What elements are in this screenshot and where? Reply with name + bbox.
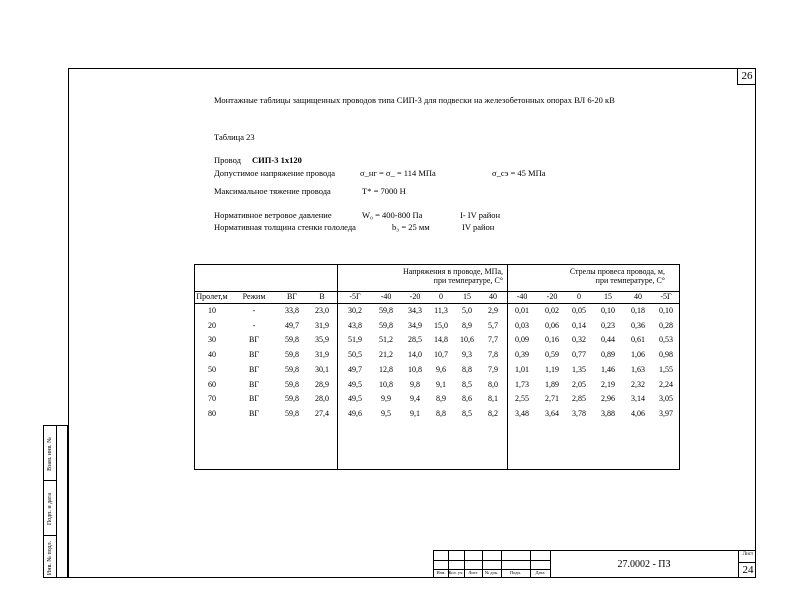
table-cell: 10,6	[460, 335, 474, 345]
table-cell: 8,1	[488, 394, 498, 404]
column-header: -5Г	[660, 292, 672, 301]
sidebar-label-replace-inv: Взам. инв. №	[47, 436, 53, 471]
table-cell: 1,19	[545, 364, 559, 374]
top-page-number: 26	[737, 68, 756, 85]
table-cell: 0,39	[515, 350, 529, 360]
table-cell: -	[252, 306, 256, 315]
table-cell: 30,2	[348, 306, 362, 315]
table-cell: 27,4	[315, 408, 329, 418]
stress-group-header: Напряжения в проводе, МПа, при температуре, С°	[402, 267, 503, 285]
column-header: Пролет,м	[196, 292, 228, 301]
table-cell: 59,8	[285, 379, 299, 389]
table-cell: 8,5	[462, 408, 472, 418]
table-cell: 2,05	[572, 379, 586, 389]
sidebar-label-inv-original: Инв. № подл.	[47, 540, 53, 575]
table-cell: 7,9	[488, 364, 498, 374]
table-cell: 28,9	[315, 379, 329, 389]
table-cell: 10,8	[379, 379, 393, 389]
table-cell: 2,24	[659, 379, 673, 389]
table-cell: 14,8	[434, 335, 448, 345]
table-cell: 14,0	[408, 350, 422, 360]
table-cell: 7,8	[488, 350, 498, 360]
table-cell: 59,8	[285, 335, 299, 345]
allowable-stress-formula-1: σ_нг = σ_ = 114 МПа	[360, 168, 436, 178]
column-header: В	[319, 292, 325, 301]
stamp-header: Кол. уч.	[448, 570, 464, 575]
table-cell: 2,85	[572, 394, 586, 404]
table-cell: 49,7	[285, 320, 299, 330]
table-cell: 30,1	[315, 364, 329, 374]
column-header: ВГ	[287, 292, 297, 301]
table-cell: 1,01	[515, 364, 529, 374]
table-cell: 0,28	[659, 320, 673, 330]
table-cell: 60	[208, 379, 216, 389]
table-cell: 2,19	[601, 379, 615, 389]
table-cell: 10,8	[408, 364, 422, 374]
table-cell: 1,46	[601, 364, 615, 374]
table-cell: 0,18	[631, 306, 645, 315]
table-cell: 59,8	[285, 394, 299, 404]
table-cell: 0,59	[545, 350, 559, 360]
table-cell: 2,9	[488, 306, 498, 315]
table-cell: 3,64	[545, 408, 559, 418]
table-cell: 33,8	[285, 306, 299, 315]
wire-value: СИП-3 1х120	[252, 155, 302, 165]
table-cell: 51,2	[379, 335, 393, 345]
table-cell: 2,96	[601, 394, 615, 404]
table-cell: 3,48	[515, 408, 529, 418]
table-cell: 0,16	[545, 335, 559, 345]
table-cell: 31,9	[315, 320, 329, 330]
table-cell: 59,8	[285, 350, 299, 360]
max-tension-label: Максимальное тяжение провода	[214, 186, 331, 196]
table-cell: 28,5	[408, 335, 422, 345]
sheet-number: 24	[742, 564, 754, 576]
table-cell: 0,44	[601, 335, 615, 345]
table-cell: 1,06	[631, 350, 645, 360]
table-cell: ВГ	[249, 408, 259, 418]
column-header: 15	[604, 292, 612, 301]
table-cell: 5,7	[488, 320, 498, 330]
table-cell: 10,7	[434, 350, 448, 360]
table-cell: 49,5	[348, 394, 362, 404]
table-cell: 51,9	[348, 335, 362, 345]
column-header: 40	[489, 292, 497, 301]
sag-group-header: Стрелы провеса провода, м, при температуре, С°	[569, 267, 665, 285]
table-cell: 12,8	[379, 364, 393, 374]
wind-pressure-label: Нормативное ветровое давление	[214, 210, 332, 220]
table-cell: ВГ	[249, 335, 259, 345]
ice-thickness-label: Нормативная толщина стенки гололеда	[214, 222, 356, 232]
table-cell: 28,0	[315, 394, 329, 404]
table-cell: 3,05	[659, 394, 673, 404]
table-cell: 8,8	[436, 408, 446, 418]
table-cell: 9,8	[410, 379, 420, 389]
table-cell: 8,2	[488, 408, 498, 418]
title-block	[433, 550, 756, 578]
table-cell: 0,61	[631, 335, 645, 345]
column-header: -20	[409, 292, 421, 301]
table-cell: 2,71	[545, 394, 559, 404]
table-cell: 35,9	[315, 335, 329, 345]
table-cell: 0,32	[572, 335, 586, 345]
table-cell: 0,02	[545, 306, 559, 315]
table-cell: 49,6	[348, 408, 362, 418]
stamp-header: Подп.	[509, 570, 522, 575]
allowable-stress-label: Допустимое напряжение провода	[214, 168, 336, 178]
table-cell: 3,97	[659, 408, 673, 418]
table-cell: 1,63	[631, 364, 645, 374]
document-title: Монтажные таблицы защищенных проводов типа СИП-3 для подвески на железобетонных опорах ВЛ 6-20 кВ	[214, 95, 615, 105]
column-header: Режим	[242, 292, 266, 301]
table-cell: 59,8	[285, 408, 299, 418]
table-cell: 1,89	[545, 379, 559, 389]
stamp-header: Лист	[468, 570, 478, 575]
table-cell: 8,0	[488, 379, 498, 389]
column-header: 0	[439, 292, 443, 301]
table-cell: 0,53	[659, 335, 673, 345]
table-cell: ВГ	[249, 394, 259, 404]
table-cell: 0,10	[601, 306, 615, 315]
table-cell: 11,3	[434, 306, 448, 315]
ice-thickness-region: IV район	[462, 222, 495, 232]
table-cell: 1,55	[659, 364, 673, 374]
table-cell: -	[252, 320, 256, 330]
table-cell: 43,8	[348, 320, 362, 330]
table-cell: 9,5	[381, 408, 391, 418]
table-cell: 59,8	[379, 320, 393, 330]
table-cell: 0,89	[601, 350, 615, 360]
table-cell: 10	[208, 306, 216, 315]
table-cell: 7,7	[488, 335, 498, 345]
table-cell: 2,55	[515, 394, 529, 404]
table-label: Таблица 23	[214, 132, 255, 142]
stamp-header: Дата	[535, 570, 545, 575]
column-header: -20	[546, 292, 558, 301]
table-cell: 1,73	[515, 379, 529, 389]
table-cell: 49,5	[348, 379, 362, 389]
table-cell: 0,36	[631, 320, 645, 330]
table-cell: 0,09	[515, 335, 529, 345]
table-cell: 80	[208, 408, 216, 418]
table-cell: 0,98	[659, 350, 673, 360]
table-cell: 59,8	[379, 306, 393, 315]
table-cell: 0,23	[601, 320, 615, 330]
table-cell: 8,9	[462, 320, 472, 330]
max-tension-value: Т* = 7000 Н	[362, 186, 406, 196]
table-cell: 31,9	[315, 350, 329, 360]
table-cell: 20	[208, 320, 216, 330]
table-cell: 2,32	[631, 379, 645, 389]
table-cell: 0,77	[572, 350, 586, 360]
table-cell: 3,88	[601, 408, 615, 418]
table-cell: 21,2	[379, 350, 393, 360]
sheet-label: Лист	[742, 552, 754, 557]
table-cell: 9,6	[436, 364, 446, 374]
table-cell: 8,9	[436, 394, 446, 404]
wind-pressure-value: W₀ = 400-800 Па	[362, 210, 423, 220]
table-cell: 0,03	[515, 320, 529, 330]
column-header: -5Г	[349, 292, 361, 301]
table-cell: 5,0	[462, 306, 472, 315]
sidebar-stamp	[43, 425, 68, 578]
table-cell: 15,0	[434, 320, 448, 330]
table-cell: 49,7	[348, 364, 362, 374]
wind-pressure-region: I- IV район	[460, 210, 501, 220]
stamp-header: № док.	[484, 570, 499, 575]
table-cell: 9,3	[462, 350, 472, 360]
table-cell: 4,06	[631, 408, 645, 418]
table-cell: 9,1	[436, 379, 446, 389]
table-cell: 0,14	[572, 320, 586, 330]
table-cell: 40	[208, 350, 216, 360]
column-header: 15	[463, 292, 471, 301]
ice-thickness-value: b₃ = 25 мм	[392, 222, 430, 232]
table-cell: 8,6	[462, 394, 472, 404]
table-cell: 0,01	[515, 306, 529, 315]
table-cell: 70	[208, 394, 216, 404]
table-cell: 0,05	[572, 306, 586, 315]
table-cell: 0,10	[659, 306, 673, 315]
table-cell: 23,0	[315, 306, 329, 315]
document-code: 27.0002 - ПЗ	[617, 559, 671, 570]
column-header: -40	[516, 292, 528, 301]
table-cell: 3,78	[572, 408, 586, 418]
table-cell: 34,9	[408, 320, 422, 330]
table-cell: 1,35	[572, 364, 586, 374]
wire-label: Провод	[214, 155, 241, 165]
table-cell: 0,06	[545, 320, 559, 330]
table-cell: 30	[208, 335, 216, 345]
table-cell: 8,8	[462, 364, 472, 374]
sidebar-label-sign-date: Подп. и дата	[47, 492, 53, 525]
table-cell: 59,8	[285, 364, 299, 374]
table-cell: ВГ	[249, 364, 259, 374]
table-cell: 8,5	[462, 379, 472, 389]
table-cell: 34,3	[408, 306, 422, 315]
table-cell: 9,1	[410, 408, 420, 418]
table-cell: 50	[208, 364, 216, 374]
table-cell: ВГ	[249, 350, 259, 360]
stamp-header: Изм.	[436, 570, 446, 575]
table-cell: ВГ	[249, 379, 259, 389]
data-table	[194, 264, 680, 470]
allowable-stress-formula-2: σ_сэ = 45 МПа	[492, 168, 546, 178]
table-cell: 3,14	[631, 394, 645, 404]
column-header: 0	[577, 292, 581, 301]
table-cell: 50,5	[348, 350, 362, 360]
column-header: 40	[634, 292, 642, 301]
table-cell: 9,4	[410, 394, 420, 404]
table-cell: 9,9	[381, 394, 391, 404]
column-header: -40	[380, 292, 392, 301]
